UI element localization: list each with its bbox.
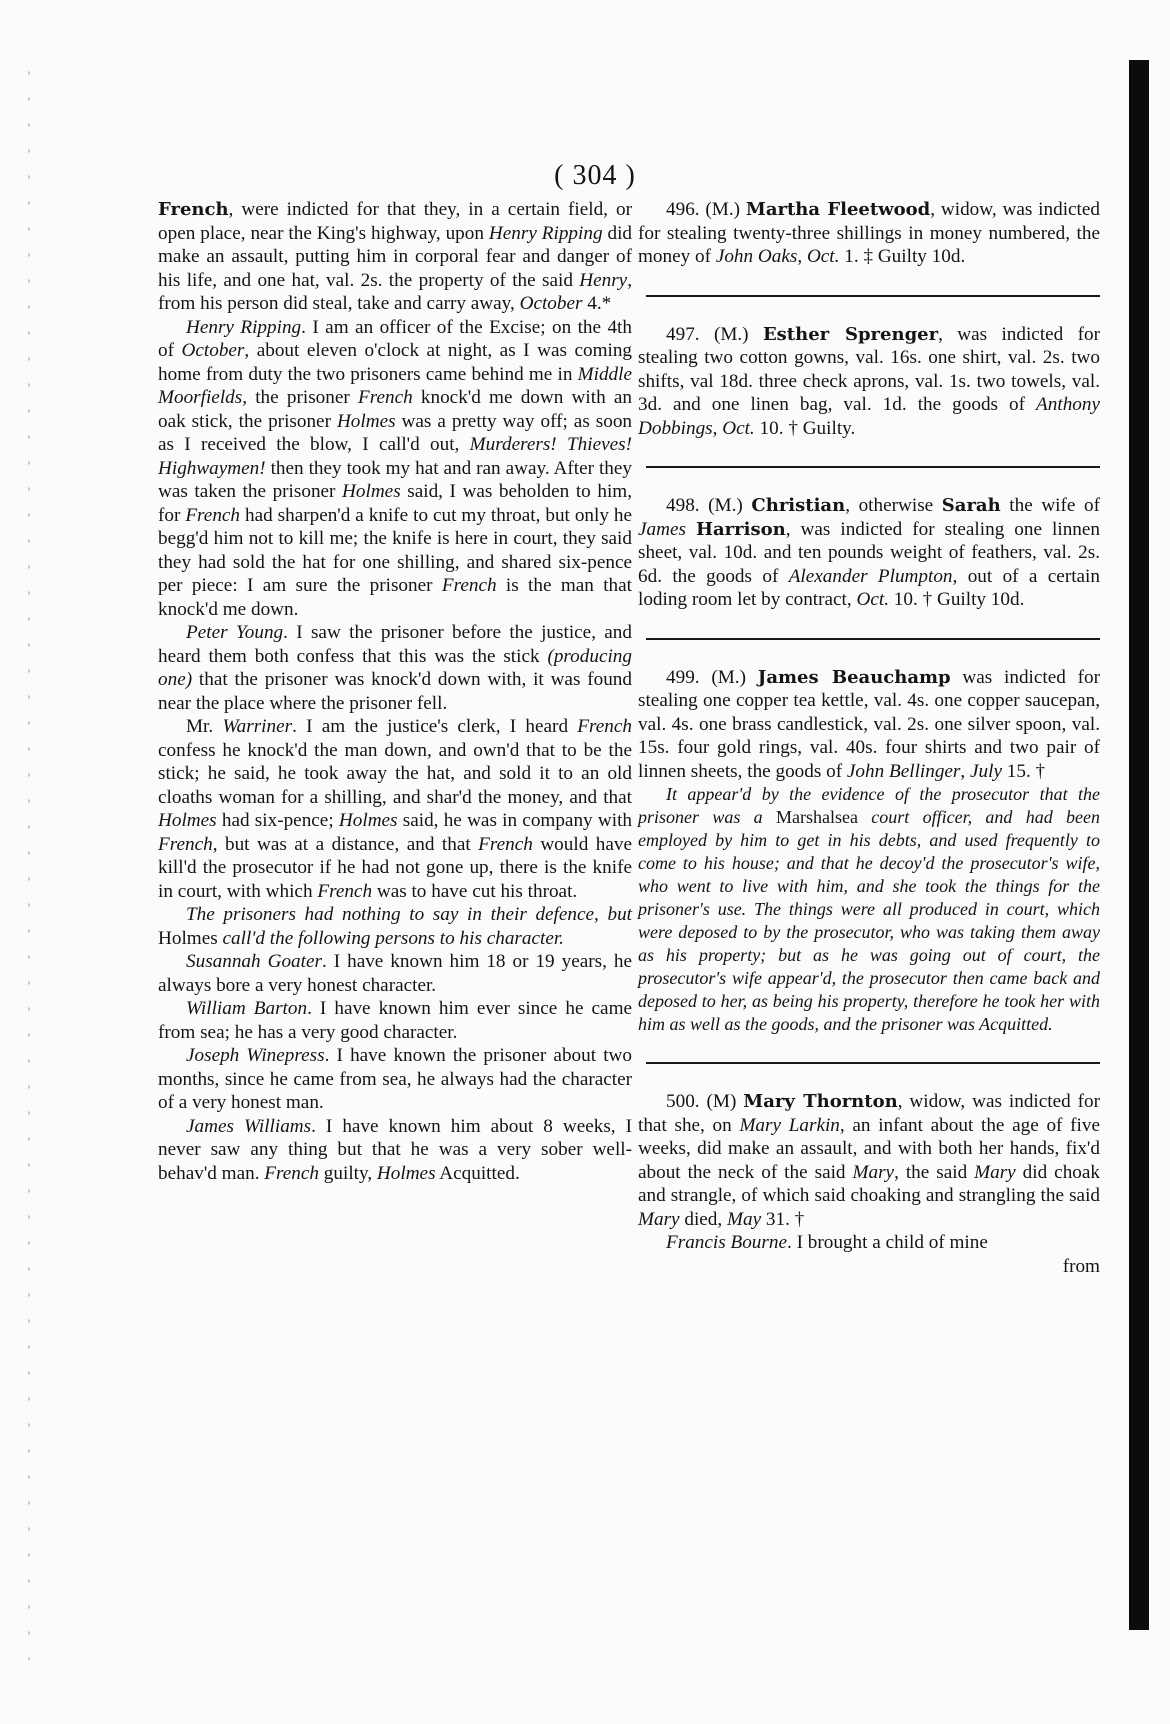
- section-divider: [646, 638, 1100, 640]
- entry-498: 498. (M.) Christian, otherwise Sarah the wife of James Harrison, was indicted for stealing one linnen sheet, val. 10d. and ten pounds weight of feathers, val. 2s. 6d. the goods of Alexander Plumpton, out of a certain loding room let by contract, Oct. 10. † Guilty 10d.: [638, 495, 1100, 610]
- section-divider: [646, 295, 1100, 297]
- testimony-warriner: Mr. Warriner. I am the justice's clerk, I heard French confess he knock'd the man down, and own'd that to be the stick; he said, he took away the hat, and sold it to an old cloaths woman for a shilling, and shar'd the money, and that Holmes had six-pence; Holmes said, he was in company with French, but was at a distance, and that French would have kill'd the prosecutor if he had not gone up, there is the knife in court, with which French was to have cut his throat.: [158, 716, 632, 902]
- page-edge-shadow: [1129, 60, 1149, 1630]
- witness-susannah-goater: Susannah Goater. I have known him 18 or 19 years, he always bore a very honest character.: [158, 951, 632, 996]
- testimony-francis-bourne: Francis Bourne. I brought a child of mine: [666, 1232, 988, 1253]
- margin-speckle: [22, 60, 36, 1660]
- bottom-speckle: [120, 1560, 1120, 1568]
- entry-497: 497. (M.) Esther Sprenger, was indicted for stealing two cotton gowns, val. 16s. one shirt, val. 2s. two shifts, val 18d. three check aprons, val. 1s. two towels, val. 3d. and one linen bag, val. 1d. the goods of Anthony Dobbings, Oct. 10. † Guilty.: [638, 323, 1100, 439]
- indictment-continuation: French, were indicted for that they, in a certain field, or open place, near the King's highway, upon Henry Ripping did make an assault, putting him in corporal fear and danger of his life, and one hat, val. 2s. the property of the said Henry, from his person did steal, take and carry away, October 4.*: [158, 199, 633, 314]
- witness-joseph-winepress: Joseph Winepress. I have known the prisoner about two months, since he came from sea, he always had the character of a very honest man.: [158, 1045, 632, 1113]
- section-divider: [646, 466, 1100, 468]
- testimony-peter-young: Peter Young. I saw the prisoner before the justice, and heard them both confess that this was the stick (producing one) that the prisoner was knock'd down with, it was found near the place where the prisoner fell.: [158, 622, 632, 714]
- section-divider: [646, 1062, 1100, 1064]
- defence-statement: The prisoners had nothing to say in their defence, but Holmes call'd the following persons to his character.: [158, 904, 632, 949]
- witness-james-williams: James Williams. I have known him about 8 weeks, I never saw any thing but that he was a very sober well-behav'd man. French guilty, Holmes Acquitted.: [158, 1115, 632, 1184]
- entry-496: 496. (M.) Martha Fleetwood, widow, was indicted for stealing twenty-three shillings in money numbered, the money of John Oaks, Oct. 1. ‡ Guilty 10d.: [638, 199, 1100, 267]
- page-number: ( 304 ): [554, 160, 636, 191]
- entry-499-note: It appear'd by the evidence of the prosecutor that the prisoner was a Marshalsea court officer, and had been employed by him to get in his debts, and used frequently to come to his house; and that he decoy'd the prosecutor's wife, who went to live with him, and she took the things for the prisoner's use. The things were all produced in court, which were deposed to by the prosecutor, who was taking them away as his property; but as he was going out of court, the prosecutor's wife appear'd, the prosecutor then came back and deposed to her, as being his property, therefore he took her with him as well as the goods, and the prisoner was Acquitted.: [638, 784, 1101, 1034]
- catchword: from: [1062, 1255, 1100, 1277]
- entry-499: 499. (M.) James Beauchamp was indicted for stealing one copper tea kettle, val. 4s. one copper saucepan, val. 4s. one brass candlestick, val. 2s. one silver spoon, val. 15s. four gold rings, val. 40s. four shirts and two pair of linnen sheets, the goods of John Bellinger, July 15. †: [638, 666, 1100, 782]
- witness-william-barton: William Barton. I have known him ever since he came from sea; he has a very good character.: [158, 998, 633, 1043]
- entry-500: 500. (M) Mary Thornton, widow, was indicted for that she, on Mary Larkin, an infant about the age of five weeks, did make an assault, and with both her hands, fix'd about the neck of the said Mary, the said Mary did choak and strangle, of which said choaking and strangling the said Mary died, May 31. †: [638, 1091, 1100, 1230]
- left-column: [158, 198, 632, 1185]
- testimony-henry-ripping: Henry Ripping. I am an officer of the Excise; on the 4th of October, about eleven o'clock at night, as I was coming home from duty the two prisoners came behind me in Middle Moorfields, the prisoner French knock'd me down with an oak stick, the prisoner Holmes was a pretty way off; as soon as I received the blow, I call'd out, Murderers! Thieves! Highwaymen! then they took my hat and ran away. After they was taken the prisoner Holmes said, I was beholden to him, for French had sharpen'd a knife to cut my throat, but only he begg'd him not to kill me; the knife is here in court, they said they had sold the hat for one shilling, and shared six-pence per piece: I am sure the prisoner French is the man that knock'd me down.: [158, 316, 633, 620]
- right-column: [638, 198, 1100, 1278]
